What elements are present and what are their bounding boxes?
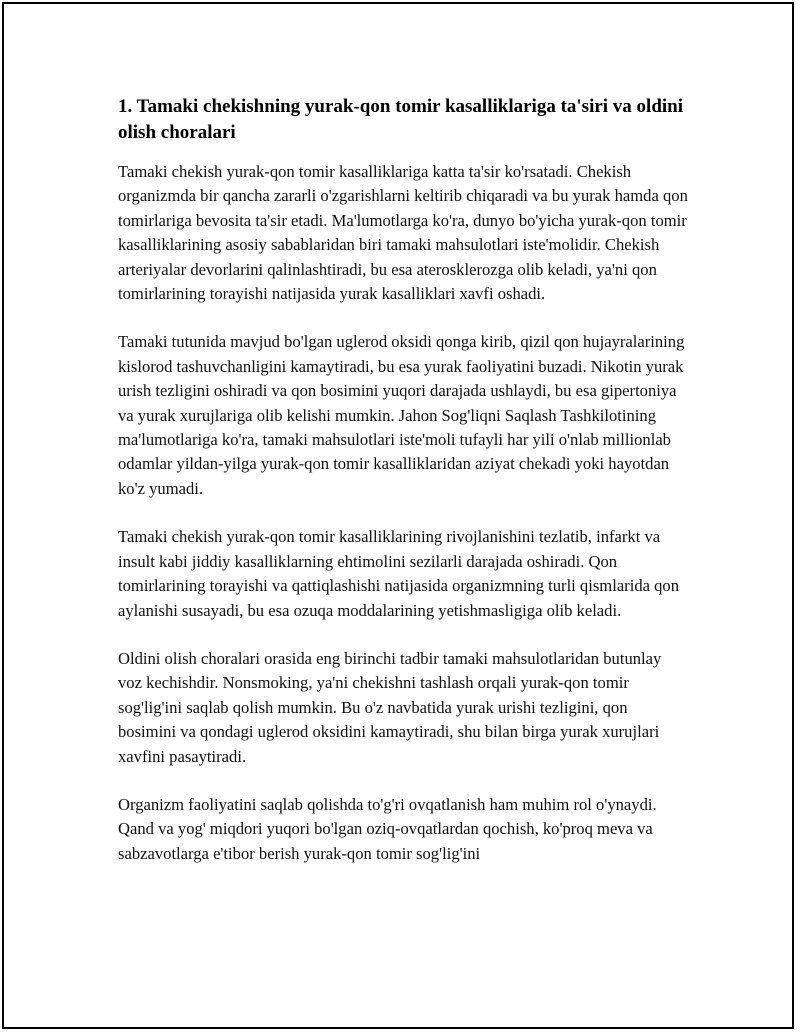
section-title: 1. Tamaki chekishning yurak-qon tomir kasalliklariga ta'siri va oldini olish choralari — [118, 96, 684, 143]
paragraph-5: Organizm faoliyatini saqlab qolishda to'g'ri ovqatlanish ham muhim rol o'ynaydi. Qand va yog' miqdori yuqori bo'lgan oziq-ovqatlardan qochish, ko'proq meva va sabzavotlarga e'tibor berish yurak-qon tomir sog'lig'ini — [118, 794, 657, 863]
paragraph-4: Oldini olish choralari orasida eng birinchi tadbir tamaki mahsulotlaridan butunlay voz kechishdir. Nonsmoking, ya'ni chekishni tashlash orqali yurak-qon tomir sog'lig'ini saqlab qolish mumkin. Bu o'z navbatida yurak urishi tezligini, qon bosimini va qondagi uglerod oksidini kamaytiradi, shu bilan birga yurak xurujlari xavfini pasaytiradi. — [118, 648, 662, 766]
paragraph-2: Tamaki tutunida mavjud bo'lgan uglerod oksidi qonga kirib, qizil qon hujayralarining kislorod tashuvchanligini kamaytiradi, bu esa yurak faoliyatini buzadi. Nikotin yurak urish tezligini oshiradi va qon bosimini yuqori darajada ushlaydi, bu esa gipertoniya va yurak xurujlariga olib kelishi mumkin. Jahon Sog'liqni Saqlash Tashkilotining ma'lumotlariga ko'ra, tamaki mahsulotlari iste'moli tufayli har yili o'nlab millionlab odamlar yildan-yilga yurak-qon tomir kasalliklaridan aziyat chekadi yoki hayotdan ko'z yumadi. — [118, 332, 685, 498]
document-body — [118, 94, 688, 890]
paragraph-1: Tamaki chekish yurak-qon tomir kasalliklariga katta ta'sir ko'rsatadi. Chekish organizmda bir qancha zararli o'zgarishlarni keltirib chiqaradi va bu yurak hamda qon tomirlariga bevosita ta'sir etadi. Ma'lumotlarga ko'ra, dunyo bo'yicha yurak-qon tomir kasalliklarining asosiy sabablaridan biri tamaki mahsulotlari iste'molidir. Chekish arteriyalar devorlarini qalinlashtiradi, bu esa aterosklerozga olib keladi, ya'ni qon tomirlarining torayishi natijasida yurak kasalliklari xavfi oshadi. — [118, 162, 688, 304]
paragraph-3: Tamaki chekish yurak-qon tomir kasalliklarining rivojlanishini tezlatib, infarkt va insult kabi jiddiy kasalliklarning ehtimolini sezilarli darajada oshiradi. Qon tomirlarining torayishi va qattiqlashishi natijasida organizmning turli qismlarida qon aylanishi susayadi, bu esa ozuqa moddalarining yetishmasligiga olib keladi. — [118, 527, 680, 620]
